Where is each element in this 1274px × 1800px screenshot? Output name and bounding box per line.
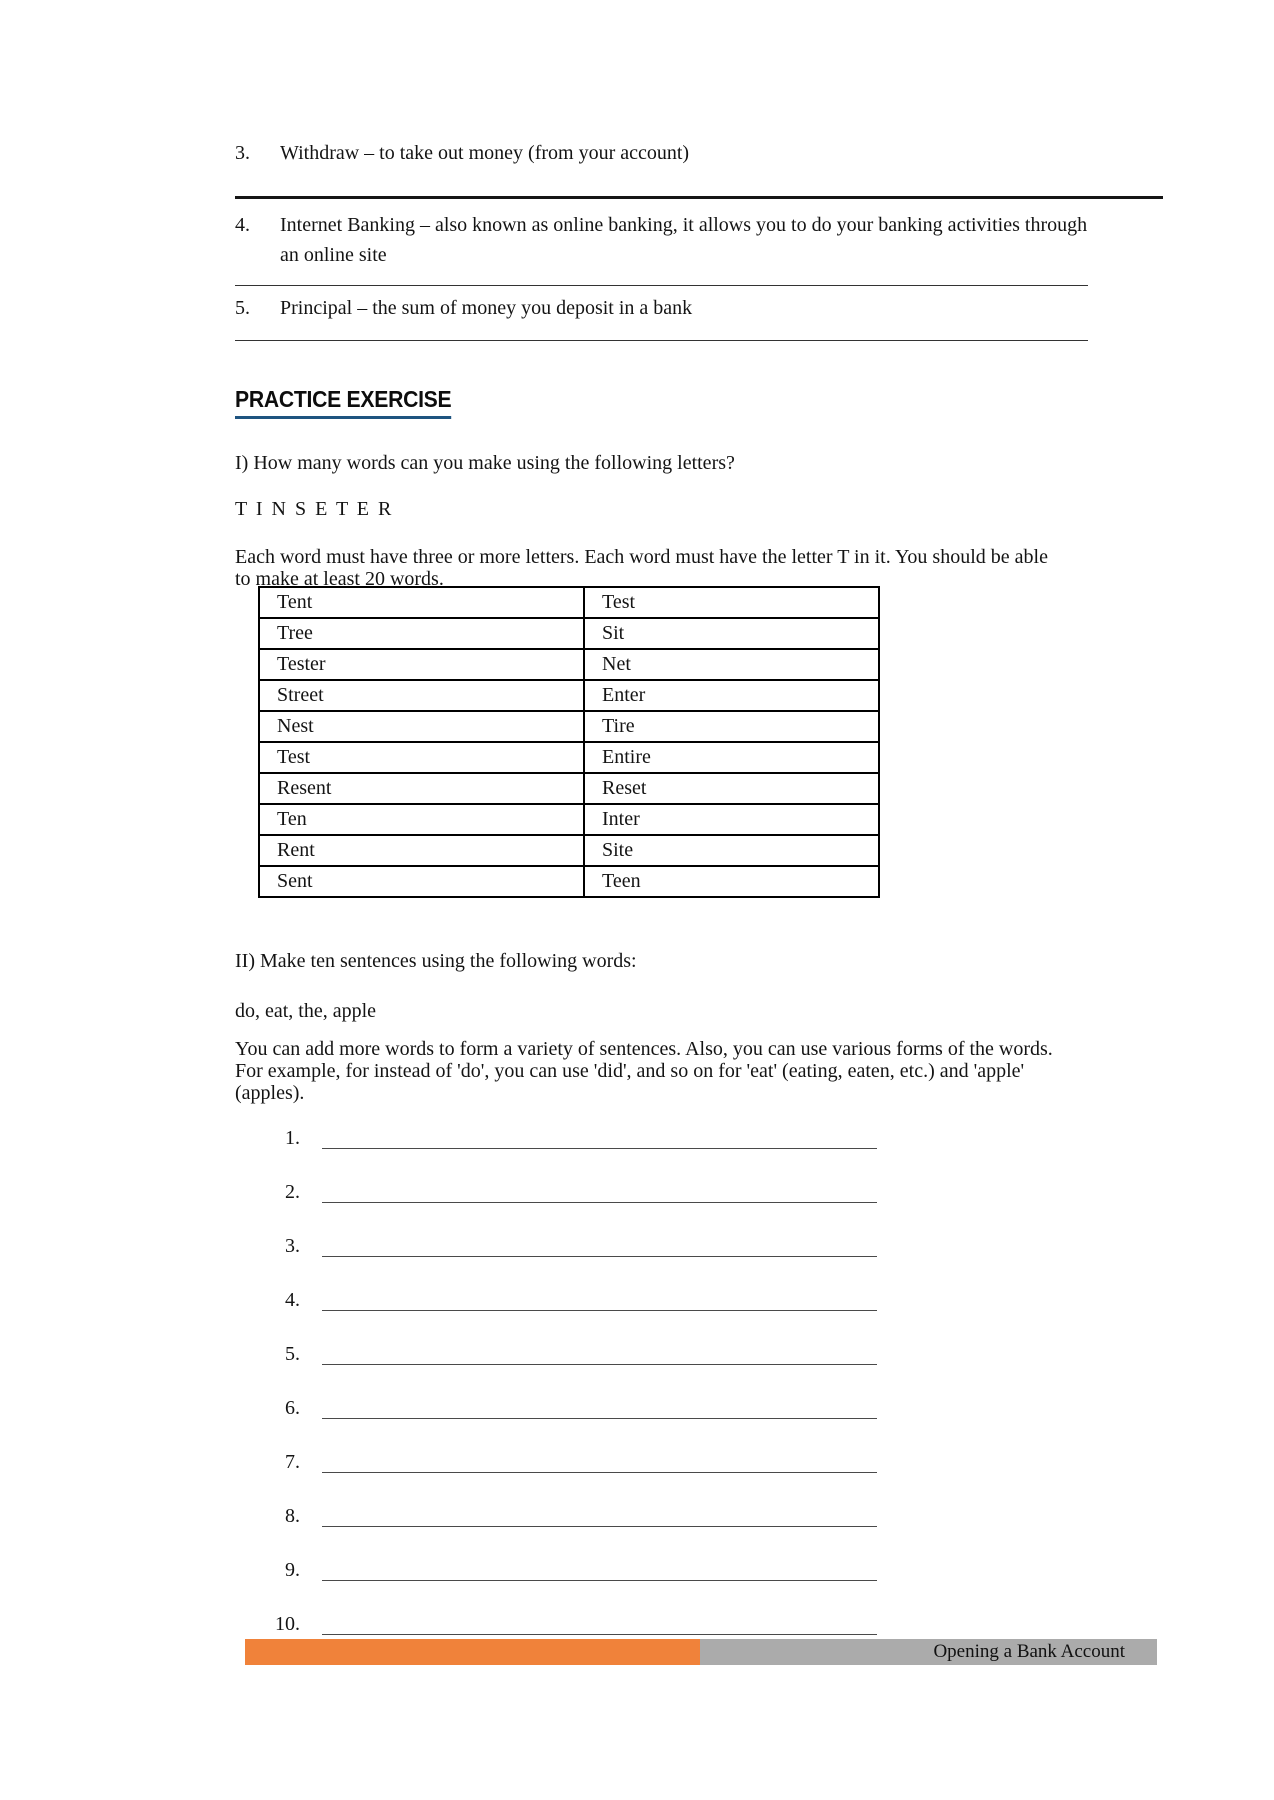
sentence-row — [245, 1556, 877, 1582]
sentence-number: 3. — [285, 1235, 300, 1257]
vocab-item-text: Internet Banking – also known as online banking, it allows you to do your banking activities through — [280, 214, 1088, 236]
sentence-row — [245, 1610, 877, 1636]
footer-title: Opening a Bank Account — [933, 1641, 1125, 1662]
table-row — [259, 742, 879, 773]
vocab-item-number: 4. — [235, 214, 250, 236]
table-cell: Tire — [584, 711, 879, 742]
table-cell: Sent — [259, 866, 584, 897]
table-cell: Sit — [584, 618, 879, 649]
practice-exercise-heading: PRACTICE EXERCISE — [235, 386, 451, 419]
sentence-row — [245, 1232, 877, 1258]
sentence-row — [245, 1502, 877, 1528]
answer-blank-line — [235, 259, 1088, 286]
sentence-number: 1. — [285, 1127, 300, 1149]
table-cell: Teen — [584, 866, 879, 897]
table-cell: Tent — [259, 587, 584, 618]
table-row — [259, 680, 879, 711]
note-line: For example, for instead of 'do', you can use 'did', and so on for 'eat' (eating, eaten, etc.) and 'apple' — [235, 1060, 1025, 1082]
table-row — [259, 804, 879, 835]
table-cell: Tester — [259, 649, 584, 680]
sentence-blank-line — [322, 1180, 877, 1203]
table-cell: Street — [259, 680, 584, 711]
note-line: You can add more words to form a variety of sentences. Also, you can use various forms of the words. — [235, 1038, 1053, 1060]
sentence-row — [245, 1394, 877, 1420]
sentence-row — [245, 1178, 877, 1204]
sentence-blank-line — [322, 1342, 877, 1365]
table-cell: Resent — [259, 773, 584, 804]
footer-orange-segment — [245, 1639, 700, 1665]
exercise1-prompt: I) How many words can you make using the following letters? — [235, 452, 735, 474]
table-row — [259, 711, 879, 742]
table-row — [259, 835, 879, 866]
footer-gray-segment — [700, 1639, 1157, 1665]
table-row — [259, 587, 879, 618]
sentence-row — [245, 1340, 877, 1366]
table-row — [259, 866, 879, 897]
table-cell: Entire — [584, 742, 879, 773]
table-cell: Test — [584, 587, 879, 618]
vocab-item-text: Principal – the sum of money you deposit in a bank — [280, 297, 693, 319]
sentence-blank-line — [322, 1612, 877, 1635]
sentence-row — [245, 1124, 877, 1150]
vocab-item-number: 5. — [235, 297, 250, 319]
sentence-blank-line — [322, 1396, 877, 1419]
sentence-blank-line — [322, 1558, 877, 1581]
exercise2-note — [235, 1038, 1195, 1104]
table-cell: Ten — [259, 804, 584, 835]
vocab-item-text-continued: an online site — [280, 244, 387, 266]
table-cell: Enter — [584, 680, 879, 711]
answer-blank-line — [235, 168, 1163, 199]
note-line: (apples). — [235, 1082, 305, 1104]
table-cell: Reset — [584, 773, 879, 804]
sentence-blank-line — [322, 1504, 877, 1527]
sentence-row — [245, 1448, 877, 1474]
sentence-number: 7. — [285, 1451, 300, 1473]
sentence-row — [245, 1286, 877, 1312]
sentence-number: 4. — [285, 1289, 300, 1311]
sentence-blank-line — [322, 1450, 877, 1473]
exercise2-prompt: II) Make ten sentences using the following words: — [235, 950, 637, 972]
table-cell: Test — [259, 742, 584, 773]
exercise1-letters: T I N S E T E R — [235, 498, 394, 520]
sentence-number: 5. — [285, 1343, 300, 1365]
footer-bar — [245, 1639, 1157, 1665]
table-row — [259, 649, 879, 680]
answer-blank-line — [235, 314, 1088, 341]
sentence-number: 8. — [285, 1505, 300, 1527]
vocab-item-text: Withdraw – to take out money (from your account) — [280, 142, 690, 164]
exercise1-instructions — [235, 546, 1195, 590]
table-cell: Rent — [259, 835, 584, 866]
words-table — [258, 586, 880, 898]
sentence-number: 2. — [285, 1181, 300, 1203]
instructions-line: to make at least 20 words. — [235, 568, 444, 590]
vocab-item-3 — [235, 138, 1175, 168]
table-cell: Site — [584, 835, 879, 866]
table-cell: Inter — [584, 804, 879, 835]
sentence-number: 6. — [285, 1397, 300, 1419]
sentence-blank-line — [322, 1234, 877, 1257]
table-cell: Tree — [259, 618, 584, 649]
vocab-item-number: 3. — [235, 142, 250, 164]
sentence-number: 10. — [275, 1613, 300, 1635]
exercise2-word-list: do, eat, the, apple — [235, 1000, 377, 1022]
sentence-blank-line — [322, 1126, 877, 1149]
sentence-number: 9. — [285, 1559, 300, 1581]
table-cell: Net — [584, 649, 879, 680]
instructions-line: Each word must have three or more letters. Each word must have the letter T in it. You should be able — [235, 546, 1048, 568]
sentence-blank-line — [322, 1288, 877, 1311]
table-row — [259, 773, 879, 804]
table-row — [259, 618, 879, 649]
table-cell: Nest — [259, 711, 584, 742]
